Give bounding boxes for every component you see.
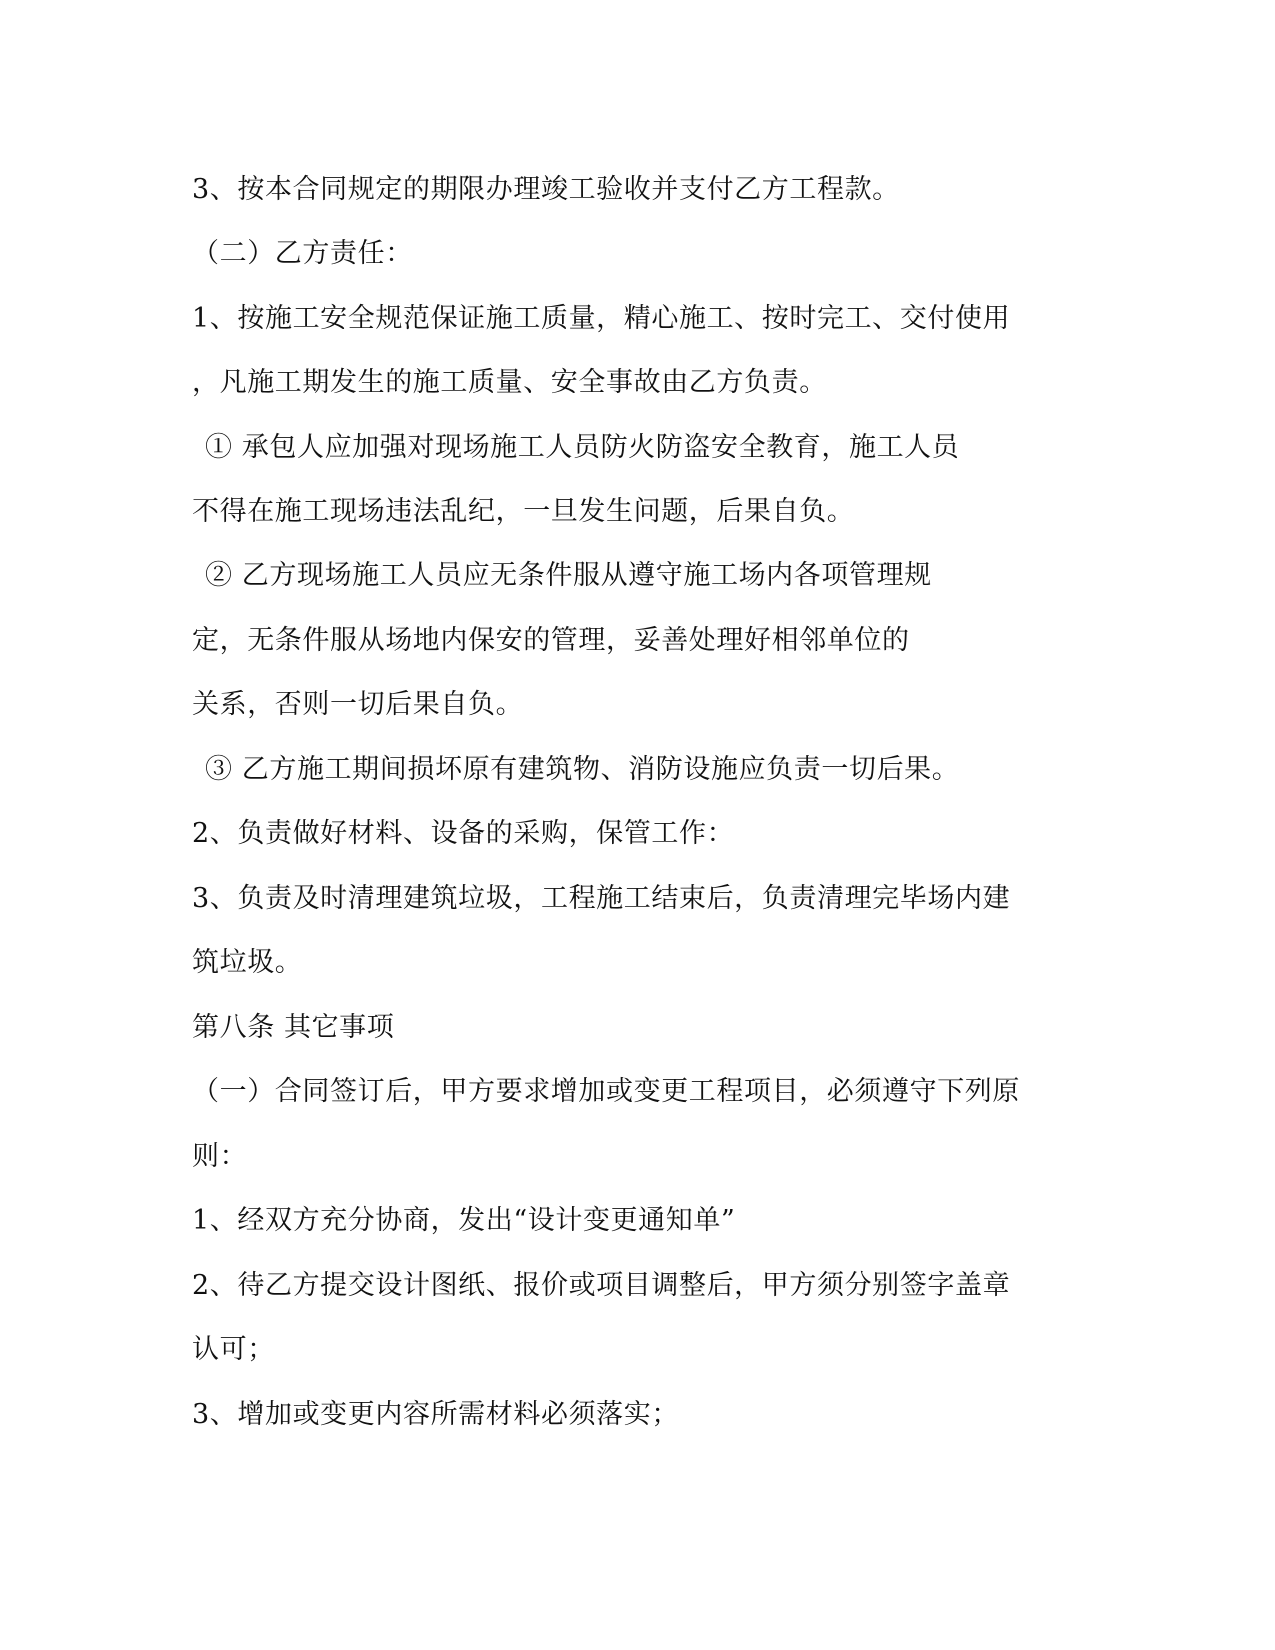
text-line-6: 不得在施工现场违法乱纪，一旦发生问题，后果自负。: [192, 496, 855, 527]
text-line-9: 关系，否则一切后果自负。: [192, 689, 524, 720]
text-line-16: 则：: [192, 1141, 248, 1172]
text-line-17: 1、经双方充分协商，发出“设计变更通知单”: [192, 1205, 736, 1236]
text-line-1: 3、按本合同规定的期限办理竣工验收并支付乙方工程款。: [192, 174, 900, 205]
text-line-8: 定，无条件服从场地内保安的管理，妥善处理好相邻单位的: [192, 625, 910, 656]
text-line-11: 2、负责做好材料、设备的采购，保管工作：: [192, 818, 735, 849]
text-line-19: 认可；: [192, 1334, 275, 1365]
list-item-circled-1: ① 承包人应加强对现场施工人员防火防盗安全教育，施工人员: [205, 432, 960, 463]
article-heading-8: 第八条 其它事项: [192, 1012, 395, 1043]
section-heading-party-b-responsibility: （二）乙方责任：: [192, 238, 413, 269]
text-line-18: 2、待乙方提交设计图纸、报价或项目调整后，甲方须分别签字盖章: [192, 1270, 1011, 1301]
text-line-4: ，凡施工期发生的施工质量、安全事故由乙方负责。: [192, 367, 827, 398]
list-item-circled-2: ② 乙方现场施工人员应无条件服从遵守施工场内各项管理规: [205, 560, 932, 591]
text-line-3: 1、按施工安全规范保证施工质量，精心施工、按时完工、交付使用: [192, 303, 1011, 334]
text-line-15: （一）合同签订后，甲方要求增加或变更工程项目，必须遵守下列原: [192, 1076, 1020, 1107]
text-line-13: 筑垃圾。: [192, 947, 303, 978]
text-line-20: 3、增加或变更内容所需材料必须落实；: [192, 1399, 679, 1430]
list-item-circled-3: ③ 乙方施工期间损坏原有建筑物、消防设施应负责一切后果。: [205, 754, 960, 785]
text-line-12: 3、负责及时清理建筑垃圾，工程施工结束后，负责清理完毕场内建: [192, 883, 1011, 914]
